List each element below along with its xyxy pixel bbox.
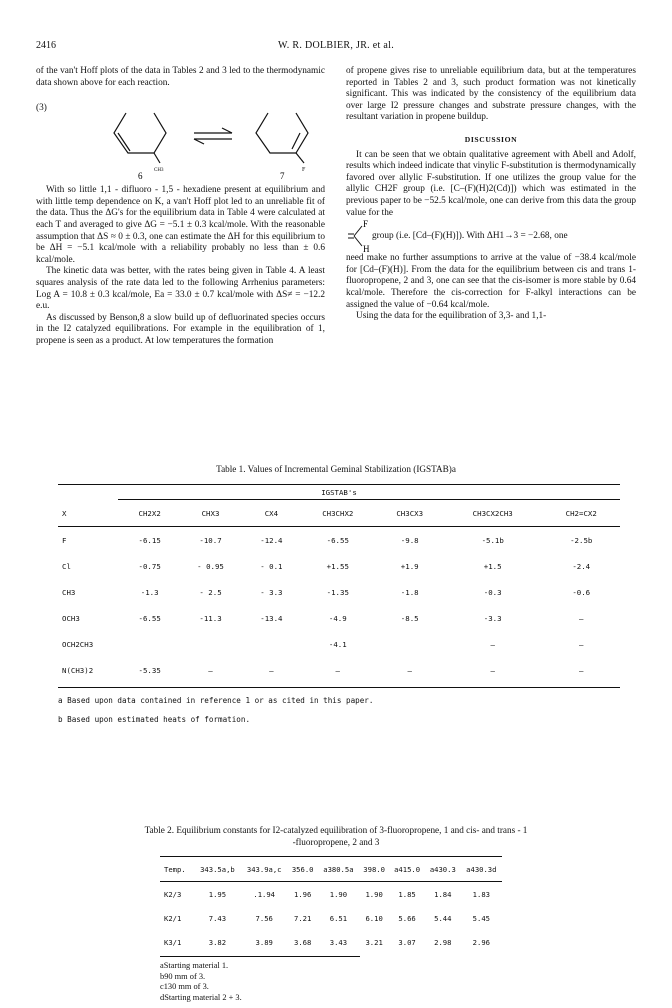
table-cell: -0.3 [483,587,502,597]
table-cell: 7.43 [208,913,227,923]
left-paragraph-2: The kinetic data was better, with the rates being given in Table 4. A least squares analysis of the rate data led to the following Arrhenius parameters: Log A = 10.8 ± 0.3 kcal/mole, Ea = 33.0 ± 0.7 kcal/mole with ΔS≠ = −12.2 e.u. [36,266,325,312]
table-cell: - 3.3 [260,587,283,597]
table2-caption [36,824,636,848]
table1-col-header: CX4 [264,508,279,518]
group-structure-line [346,219,636,253]
table-cell: -6.55 [138,613,161,623]
table-cell: 3.43 [329,937,348,947]
table-cell: -5.35 [138,665,161,675]
table-cell: K3/1 [164,937,182,947]
scheme-3 [36,89,325,185]
table-cell: — [407,665,412,675]
scheme-substituent-left: CH3 [154,168,164,174]
table1-caption: Table 1. Values of Incremental Geminal Stabilization (IGSTAB)a [216,464,456,474]
table-cell: — [579,613,584,623]
table-cell: -1.35 [326,587,349,597]
table-cell: 3.21 [365,937,383,947]
equation-number: (3) [36,103,47,114]
table-cell: -9.8 [400,535,419,545]
table-cell: F [62,535,67,545]
table-cell: Cl [62,561,71,571]
table-cell: - 0.95 [197,561,224,571]
table2-col-header: a380.5a [323,864,354,874]
table-cell: 5.66 [398,913,416,923]
table-cell: -6.15 [138,535,161,545]
table-cell: 5.45 [472,913,490,923]
table-row [58,579,620,605]
table-cell: -13.4 [260,613,283,623]
table-cell [177,631,243,657]
table1 [58,484,620,724]
table-cell: 1.90 [365,889,383,899]
table-cell: .1.94 [253,889,276,899]
table-cell: — [269,665,274,675]
table-cell: — [579,665,584,675]
group-label-h: H [363,244,370,254]
scheme-label-7: 7 [280,171,285,182]
table2-caption-line1: Table 2. Equilibrium constants for I2-catalyzed equilibration of 3-fluoropropene, 1 and cis- and trans - 1 [144,825,528,835]
left-column [36,66,325,348]
table-cell: K2/1 [164,913,182,923]
table1-col-header: CH2=CX2 [565,508,597,518]
table-cell: 3.07 [398,937,416,947]
table-cell: — [579,639,584,649]
table-cell: 1.84 [434,889,452,899]
table2-col-header: a415.0 [394,864,421,874]
table-cell: -2.4 [572,561,591,571]
table-cell: -1.3 [140,587,159,597]
table2-col-header: Temp. [164,864,186,874]
table-cell: — [490,665,495,675]
table-cell: 6.51 [329,913,348,923]
table-cell [122,631,177,657]
table-cell: 6.10 [365,913,383,923]
table2-footnote: aStarting material 1. [160,961,229,970]
table-cell: 1.95 [208,889,227,899]
table2-caption-line2: -fluoropropene, 2 and 3 [292,837,380,847]
right-paragraph-3: Using the data for the equilibration of 3,3- and 1,1- [356,311,547,322]
table-cell: 7.56 [255,913,273,923]
table-row [58,631,620,657]
table-cell: -3.3 [483,613,502,623]
table2-col-header: 343.9a,c [246,864,282,874]
table-cell: +1.9 [400,561,419,571]
table-cell: CH3 [62,587,76,597]
table-row [160,906,502,930]
table1-col-header: CH2X2 [138,508,161,518]
table1-col-header: CH3CHX2 [322,508,354,518]
section-heading-discussion: DISCUSSION [464,134,518,144]
left-paragraph-3: As discussed by Benson,8 a slow build up of defluorinated species occurs in the I2 catalyzed equilibrations. For example in the equilibration of 1, propene is seen as a product. At low temperatures the formation [36,312,325,346]
table-row [58,527,620,554]
right-diene-structure [256,113,308,153]
table-row [58,553,620,579]
table-cell: - 2.5 [199,587,222,597]
table2-col-header: 398.0 [363,864,385,874]
table-cell: 5.44 [434,913,452,923]
table-cell: 3.82 [208,937,227,947]
right-column [346,66,636,323]
table-cell: 1.85 [398,889,416,899]
scheme-substituent-right: F [302,167,306,174]
table1-grid [58,500,620,683]
left-paragraph-0: of the van't Hoff plots of the data in Tables 2 and 3 led to the thermodynamic data shown above for each reaction. [36,66,325,88]
table1-header-row [58,500,620,527]
scheme-label-6: 6 [138,171,143,182]
table2-footnote: c130 mm of 3. [160,982,209,991]
table-cell: -10.7 [199,535,222,545]
table-cell: 3.68 [294,937,312,947]
right-paragraph-0: of propene gives rise to unreliable equilibrium data, but at the temperatures reported in Tables 2 and 3, such product formation was not kinetically significant. This was indicated by the consistency of the equilibrium data over large I2 pressure changes and substrate pressure changes, with the resultant variation in propene buildup. [346,66,636,123]
table-row [58,605,620,631]
table-cell: — [490,639,495,649]
table-cell: -2.5b [570,535,593,545]
table-cell: -0.75 [138,561,161,571]
group-text: group (i.e. [Cd–(F)(H)]). With ΔH1→3 = −2.68, one [372,231,568,242]
table-cell: -4.9 [328,613,347,623]
table-cell: N(CH3)2 [62,665,94,675]
table-cell: 1.96 [294,889,312,899]
table2 [160,856,502,1003]
table2-header-row [160,857,502,882]
group-label-f: F [363,219,369,230]
page-number: 2416 [36,40,56,51]
table-cell: 7.21 [294,913,312,923]
table-cell [377,631,443,657]
table1-col-header: CH3CX2CH3 [472,508,513,518]
table1-footnote-a: a Based upon data contained in reference 1 or as cited in this paper. [58,696,374,705]
table2-footnotes [160,961,502,1003]
table-cell: 1.90 [329,889,348,899]
table-cell: -5.1b [481,535,504,545]
table2-footnote: b90 mm of 3. [160,971,206,981]
table-cell: +1.5 [483,561,502,571]
table-cell: OCH2CH3 [62,639,94,649]
table-cell: -1.8 [400,587,419,597]
running-head: W. R. DOLBIER, JR. et al. [277,40,394,51]
table-cell: -12.4 [260,535,283,545]
left-diene-structure [114,113,166,153]
table-row [58,657,620,683]
table-cell: OCH3 [62,613,80,623]
table-cell [244,631,299,657]
table2-grid [160,857,502,954]
left-paragraph-1: With so little 1,1 - difluoro - 1,5 - hexadiene present at equilibrium and with little temp dependence on K, a van't Hoff plot led to an unreliable fit of the data. Thus the ΔG's for the equilibrium data in Table 4 were calculated at each T and averaged to give ΔG = −5.1 ± 0.3 kcal/mole. With the reasonable assumption that ΔS ≈ 0 ± 0.3, one can estimate the ΔH for this equilibrium to be ΔH = −5.1 kcal/mole with a reliability probably no less than ± 0.6 kcal/mole. [36,185,325,265]
table-cell: -0.6 [572,587,591,597]
table-cell: K2/3 [164,889,182,899]
table-cell: 3.89 [255,937,273,947]
table-row [160,930,502,954]
table2-col-header: 356.0 [291,864,314,874]
table-cell: -11.3 [199,613,222,623]
table-cell: -8.5 [400,613,419,623]
table-cell: — [208,665,213,675]
table-cell: 2.98 [434,937,452,947]
table-cell: - 0.1 [260,561,283,571]
table-cell: 1.83 [472,889,490,899]
table1-group-header: IGSTAB's [321,488,357,497]
table-cell: +1.55 [326,561,349,571]
table-row [160,882,502,907]
table1-col-header: CHX3 [201,508,220,518]
table-cell: -6.55 [326,535,349,545]
table-cell: 2.96 [472,937,490,947]
table-cell: — [335,665,340,675]
table1-col-header: X [62,508,67,518]
scheme-equilibrium-diagram [36,89,325,185]
table2-col-header: a430.3d [466,864,497,874]
table2-col-header: 343.5a,b [200,864,235,874]
table1-col-header: CH3CX3 [396,508,424,518]
table1-footnote-b: b Based upon estimated heats of formation. [58,715,251,724]
right-paragraph-2: need make no further assumptions to arrive at the value of −38.4 kcal/mole for [Cd–(F)(H)]. From the data for the equilibrium between cis and trans 1-fluoropropene, 2 and 3, one can see that the cis-isomer is more stable by 0.64 kcal/mole. Therefore the cis-correction for F-alkyl interactions can be assigned the value of −0.64 kcal/mole. [346,253,636,310]
table-cell: -4.1 [328,639,347,649]
right-paragraph-1: It can be seen that we obtain qualitative agreement with Abell and Adolf, results which indeed indicate that vinylic F-substitution is thermodynamically favored over allylic F-substitution. If one utilizes the group value for the allylic CH2F group (i.e. [C–(F)(H)2(Cd)]) which was estimated in the previous paper to be −52.5 kcal/mole, one can derive from this data the group value for the [346,149,636,218]
table2-footnote: dStarting material 2 + 3. [160,992,242,1002]
table2-col-header: a430.3 [429,864,456,874]
